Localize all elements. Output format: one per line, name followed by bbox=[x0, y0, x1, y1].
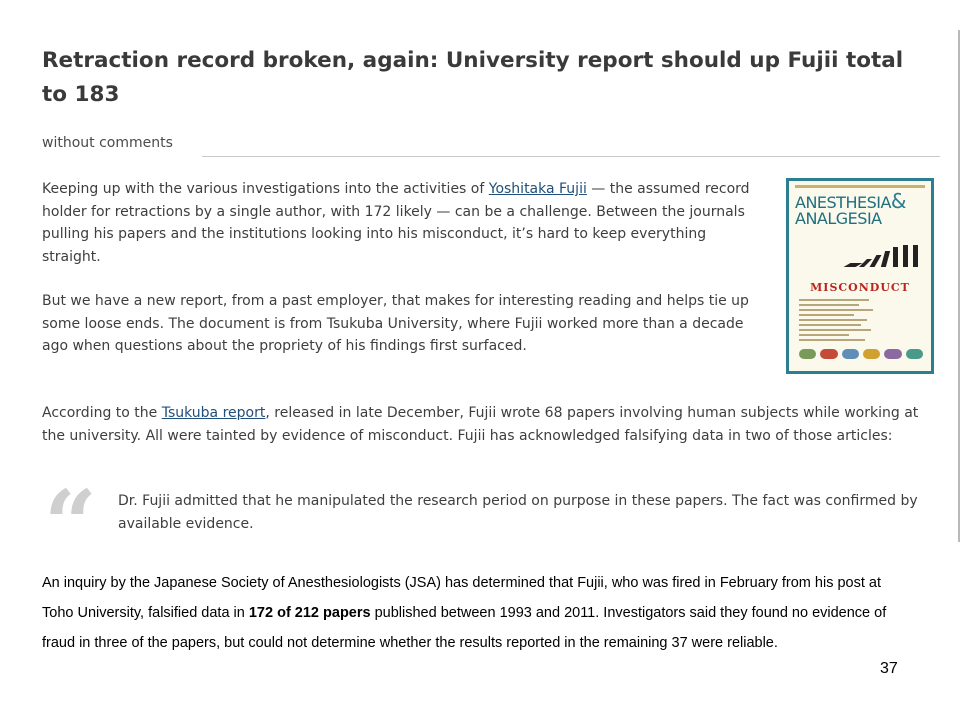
byline: without comments bbox=[42, 135, 173, 151]
paragraph-2: But we have a new report, from a past employer, that makes for interesting reading and helps tie up some loose ends. The document is from Tsukuba University, where Fujii worked more than a decade ago when questions about the propriety of his findings first surfaced. bbox=[42, 293, 749, 354]
blockquote: Dr. Fujii admitted that he manipulated the research period on purpose in these papers. The fact was confirmed by available evidence. bbox=[118, 493, 918, 532]
journal-cover-image[interactable] bbox=[786, 178, 934, 374]
paragraph-1 bbox=[42, 178, 762, 268]
cover-ampersand: & bbox=[890, 189, 907, 213]
byline-divider bbox=[202, 156, 940, 157]
summary-text-a: An inquiry by the Japanese Society of Anesthesiologists (JSA) has determined that Fujii, who was fired in February from his post at Toho University, falsified data in bbox=[42, 575, 881, 621]
tsukuba-report-link[interactable]: Tsukuba report bbox=[161, 405, 266, 421]
paragraph-3 bbox=[42, 402, 942, 447]
summary-text-b: published between 1993 and 2011. Investigators said they found no evidence of fraud in three of the papers, but could not determine whether the results reported in the remaining 37 were reliable. bbox=[42, 605, 887, 651]
paragraph-3-text-b: , released in late December, Fujii wrote 68 papers involving human subjects while working at the university. All were tainted by evidence of misconduct. Fujii has acknowledged falsifying data in two of those articles: bbox=[42, 405, 919, 444]
cover-title bbox=[795, 189, 925, 228]
domino-graphic-icon bbox=[847, 243, 927, 267]
yoshitaka-fujii-link[interactable]: Yoshitaka Fujii bbox=[488, 181, 587, 197]
slide-page-number: 37 bbox=[880, 660, 898, 677]
paragraph-1-text-a: Keeping up with the various investigations into the activities of bbox=[42, 181, 489, 197]
summary-text bbox=[42, 568, 912, 658]
paragraph-3-text-a: According to the bbox=[42, 405, 162, 421]
cover-logos-icon bbox=[799, 349, 923, 361]
cover-title-line-1: ANESTHESIA bbox=[795, 193, 891, 212]
paragraph-1-text-b: — the assumed record holder for retractions by a single author, with 172 likely — can be a challenge. Between the journals pulling his papers and the institutions looking into his misconduct, it’s hard to keep everything straight. bbox=[42, 181, 750, 265]
quote-mark-icon: “ bbox=[44, 470, 97, 578]
summary-highlight: 172 of 212 papers bbox=[248, 605, 371, 621]
article-screenshot bbox=[28, 30, 960, 578]
cover-title-line-2: ANALGESIA bbox=[795, 209, 882, 228]
cover-contents-lines bbox=[799, 299, 879, 344]
cover-top-band bbox=[795, 185, 925, 188]
cover-banner: MISCONDUCT bbox=[810, 281, 910, 294]
byline-row bbox=[42, 132, 940, 156]
article-title: Retraction record broken, again: University report should up Fujii total to 183 bbox=[42, 48, 904, 107]
